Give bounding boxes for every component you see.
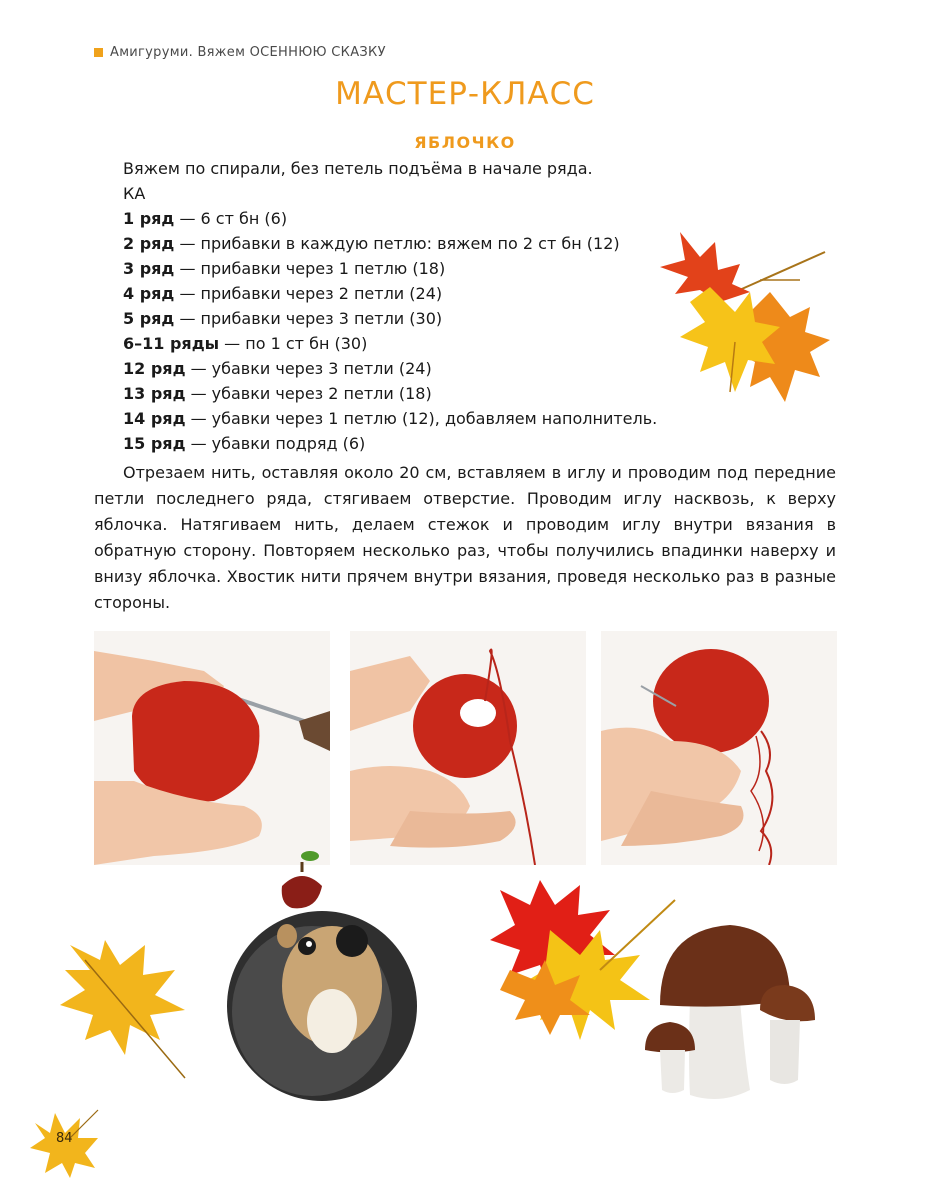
page-title: МАСТЕР-КЛАСС	[335, 76, 595, 112]
intro-line: Вяжем по спирали, без петель подъёма в начале ряда.	[123, 159, 593, 178]
mushroom-icon	[640, 910, 820, 1110]
section-title: ЯБЛОЧКО	[414, 133, 516, 152]
row-label: 3 ряд	[123, 259, 175, 278]
row-text: — 6 ст бн (6)	[174, 209, 288, 228]
step-photo-1	[94, 631, 330, 865]
crochet-apple-thread-icon	[350, 631, 586, 865]
finishing-paragraph: Отрезаем нить, оставляя около 20 см, вставляем в иглу и проводим под передние петли последнего ряда, стягиваем отверстие. Проводим иглу насквозь, к верху яблочка. Натягиваем нить, делаем стежок и проводим иглу внутри вязания в обратную сторону. Повторяем несколько раз, чтобы получились впадинки наверху и внизу яблочка. Хвостик нити прячем внутри вязания, проведя несколько раз в разные стороны.	[94, 463, 836, 612]
row-line	[123, 331, 657, 356]
row-label: 13 ряд	[123, 384, 186, 403]
row-text: — убавки подряд (6)	[185, 434, 366, 453]
page-number: 84	[56, 1131, 73, 1146]
running-header	[94, 45, 386, 60]
step-photo-3	[601, 631, 837, 865]
row-text: — прибавки через 3 петли (30)	[174, 309, 443, 328]
row-line	[123, 231, 657, 256]
maple-leaves-icon	[640, 222, 840, 422]
row-line	[123, 256, 657, 281]
row-label: 15 ряд	[123, 434, 186, 453]
row-label: 1 ряд	[123, 209, 175, 228]
row-line	[123, 206, 657, 231]
row-label: 14 ряд	[123, 409, 186, 428]
crochet-apple-hook-icon	[94, 631, 330, 865]
row-label: 5 ряд	[123, 309, 175, 328]
hedgehog-toy-icon	[222, 836, 422, 1106]
step-photo-2	[350, 631, 586, 865]
row-label: 6–11 ряды	[123, 334, 220, 353]
row-text: — убавки через 1 петлю (12), добавляем наполнитель.	[185, 409, 658, 428]
ka-line: КА	[123, 184, 146, 203]
row-line	[123, 381, 657, 406]
row-text: — убавки через 3 петли (24)	[185, 359, 432, 378]
row-line	[123, 281, 657, 306]
row-line	[123, 306, 657, 331]
row-line	[123, 431, 657, 456]
row-label: 2 ряд	[123, 234, 175, 253]
header-text: Амигуруми. Вяжем ОСЕННЮЮ СКАЗКУ	[110, 45, 386, 60]
pattern-instructions	[123, 156, 657, 456]
crochet-apple-finish-icon	[601, 631, 837, 865]
row-line	[123, 406, 657, 431]
row-text: — прибавки через 2 петли (24)	[174, 284, 443, 303]
header-square-icon	[94, 48, 103, 57]
row-label: 4 ряд	[123, 284, 175, 303]
row-label: 12 ряд	[123, 359, 186, 378]
yellow-maple-leaf-icon	[55, 930, 195, 1080]
row-text: — прибавки через 1 петлю (18)	[174, 259, 446, 278]
row-text: — по 1 ст бн (30)	[219, 334, 368, 353]
row-text: — убавки через 2 петли (18)	[185, 384, 432, 403]
row-text: — прибавки в каждую петлю: вяжем по 2 ст бн (12)	[174, 234, 620, 253]
row-line	[123, 356, 657, 381]
